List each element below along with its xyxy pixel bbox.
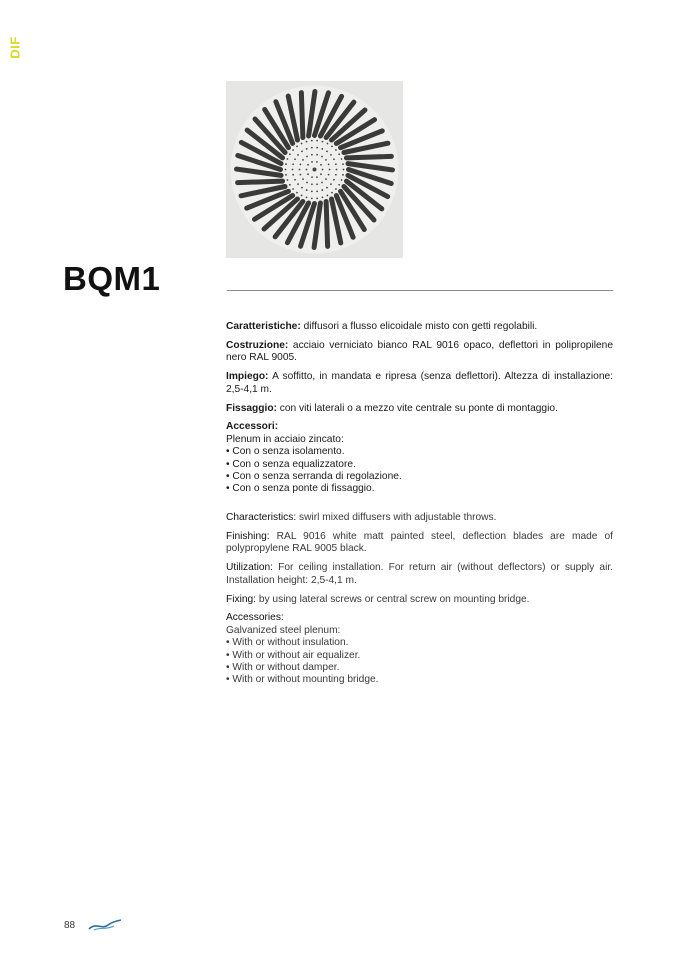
perforation-dot bbox=[285, 163, 287, 165]
perforation-dot bbox=[311, 161, 313, 163]
perforation-dot bbox=[327, 195, 329, 197]
list-item: • With or without mounting bridge. bbox=[226, 674, 379, 686]
list-item: • Con o senza serranda di regolazione. bbox=[226, 471, 402, 483]
perforation-dot bbox=[307, 173, 309, 175]
perforation-dot bbox=[285, 169, 287, 171]
perforation-dot bbox=[341, 179, 343, 181]
perforation-dot bbox=[316, 154, 318, 156]
perforation-dot bbox=[335, 174, 337, 176]
en-accessories-intro: Galvanized steel plenum: bbox=[226, 624, 341, 636]
perforation-dot bbox=[311, 147, 313, 149]
perforation-dot bbox=[326, 150, 328, 152]
perforation-dot bbox=[335, 149, 337, 151]
perforation-dot bbox=[333, 179, 335, 181]
perforation-dot bbox=[285, 174, 287, 176]
center-screw bbox=[313, 168, 317, 172]
perforation-dot bbox=[306, 148, 308, 150]
diffuser-product-image bbox=[226, 81, 403, 258]
it-accessories-intro: Plenum in acciaio zincato: bbox=[226, 433, 344, 445]
perforation-dot bbox=[316, 140, 318, 142]
perforation-dot bbox=[306, 156, 308, 158]
perforation-dot bbox=[299, 169, 301, 171]
it-accessories bbox=[226, 421, 613, 495]
perforation-dot bbox=[302, 159, 304, 161]
perforation-dot bbox=[297, 183, 299, 185]
perforation-dot bbox=[292, 174, 294, 176]
perforation-dot bbox=[311, 190, 313, 192]
perforation-dot bbox=[329, 169, 331, 171]
perforation-dot bbox=[336, 169, 338, 171]
perforation-dot bbox=[306, 189, 308, 191]
perforation-dot bbox=[328, 163, 330, 165]
it-accessories-label: Accessori: bbox=[226, 421, 279, 433]
title-divider bbox=[227, 290, 613, 291]
perforation-dot bbox=[311, 176, 313, 178]
en-fixing: Fixing: by using lateral screws or central screw on mounting bridge. bbox=[226, 593, 530, 605]
perforation-dot bbox=[330, 154, 332, 156]
perforation-dot bbox=[316, 147, 318, 149]
perforation-dot bbox=[338, 184, 340, 186]
perforation-dot bbox=[311, 183, 313, 185]
perforation-dot bbox=[331, 192, 333, 194]
list-item: • Con o senza ponte di fissaggio. bbox=[226, 483, 375, 495]
product-title: BQM1 bbox=[63, 260, 161, 297]
perforation-dot bbox=[321, 182, 323, 184]
perforation-dot bbox=[326, 187, 328, 189]
section-tab-label: DIF bbox=[7, 35, 23, 59]
perforation-dot bbox=[316, 197, 318, 199]
perforation-dot bbox=[325, 178, 327, 180]
list-item: • With or without damper. bbox=[226, 662, 340, 674]
section-tab bbox=[6, 32, 24, 62]
perforation-dot bbox=[316, 176, 318, 178]
perforation-dot bbox=[327, 143, 329, 145]
perforation-dot bbox=[296, 145, 298, 147]
perforation-dot bbox=[328, 174, 330, 176]
list-item: • With or without insulation. bbox=[226, 637, 349, 649]
perforation-dot bbox=[316, 190, 318, 192]
english-description bbox=[226, 512, 613, 687]
perforation-dot bbox=[289, 184, 291, 186]
it-use: Impiego: A soffitto, in mandata e ripresa (senza deflettori). Altezza di installazione: 2,5-4,1 m. bbox=[226, 371, 613, 395]
perforation-dot bbox=[335, 163, 337, 165]
diffuser-blade bbox=[301, 93, 302, 138]
perforation-dot bbox=[316, 183, 318, 185]
perforation-dot bbox=[342, 163, 344, 165]
perforation-dot bbox=[292, 149, 294, 151]
perforation-dot bbox=[330, 183, 332, 185]
perforation-dot bbox=[341, 158, 343, 160]
perforation-dot bbox=[301, 143, 303, 145]
perforation-dot bbox=[322, 141, 324, 143]
list-item: • With or without air equalizer. bbox=[226, 649, 361, 661]
perforation-dot bbox=[302, 178, 304, 180]
italian-description bbox=[226, 321, 613, 496]
diffuser-blade bbox=[326, 201, 327, 246]
en-utilization: Utilization: For ceiling installation. For return air (without deflectors) or supply air. Installation height: 2,5-4,1 m. bbox=[226, 562, 613, 586]
perforation-dot bbox=[311, 197, 313, 199]
en-accessories-label: Accessories: bbox=[226, 612, 284, 624]
en-characteristics: Characteristics: swirl mixed diffusers with adjustable throws. bbox=[226, 512, 497, 523]
perforation-dot bbox=[322, 169, 324, 171]
brand-logo-icon bbox=[88, 918, 122, 932]
perforation-dot bbox=[294, 179, 296, 181]
perforation-dot bbox=[343, 169, 345, 171]
perforation-dot bbox=[292, 169, 294, 171]
perforation-dot bbox=[296, 192, 298, 194]
en-accessories bbox=[226, 612, 613, 686]
perforation-dot bbox=[306, 196, 308, 198]
en-finishing: Finishing: RAL 9016 white matt painted steel, deflection blades are made of polypropylene RAL 9005 black. bbox=[226, 530, 613, 555]
it-fixing: Fissaggio: con viti laterali o a mezzo vite centrale su ponte di montaggio. bbox=[226, 402, 558, 414]
perforation-dot bbox=[322, 196, 324, 198]
perforation-dot bbox=[306, 169, 308, 171]
diffuser-blade bbox=[238, 181, 283, 182]
perforation-dot bbox=[306, 182, 308, 184]
perforation-dot bbox=[300, 174, 302, 176]
perforation-dot bbox=[301, 150, 303, 152]
perforation-dot bbox=[287, 158, 289, 160]
perforation-dot bbox=[292, 163, 294, 165]
list-item: • Con o senza isolamento. bbox=[226, 446, 345, 458]
perforation-dot bbox=[321, 148, 323, 150]
perforation-dot bbox=[321, 189, 323, 191]
perforation-dot bbox=[301, 195, 303, 197]
perforation-dot bbox=[292, 188, 294, 190]
list-item: • Con o senza equalizzatore. bbox=[226, 458, 356, 470]
perforation-dot bbox=[311, 140, 313, 142]
perforation-dot bbox=[338, 153, 340, 155]
perforation-dot bbox=[325, 159, 327, 161]
it-construction: Costruzione: acciaio verniciato bianco RAL 9016 opaco, deflettori in polipropilene nero RAL 9005. bbox=[226, 339, 613, 364]
perforation-dot bbox=[294, 158, 296, 160]
perforation-dot bbox=[289, 153, 291, 155]
perforation-dot bbox=[333, 158, 335, 160]
it-characteristics: Caratteristiche: diffusori a flusso elicoidale misto con getti regolabili. bbox=[226, 321, 538, 332]
perforation-dot bbox=[306, 141, 308, 143]
perforation-dot bbox=[321, 156, 323, 158]
page-number: 88 bbox=[64, 920, 76, 931]
perforation-dot bbox=[335, 188, 337, 190]
perforation-dot bbox=[287, 179, 289, 181]
perforation-dot bbox=[316, 161, 318, 163]
perforation-dot bbox=[301, 187, 303, 189]
perforation-dot bbox=[331, 145, 333, 147]
perforation-dot bbox=[311, 154, 313, 156]
perforation-dot bbox=[300, 163, 302, 165]
diffuser-blade bbox=[346, 156, 391, 157]
perforation-dot bbox=[342, 174, 344, 176]
perforation-dot bbox=[297, 154, 299, 156]
perforation-dot bbox=[307, 164, 309, 166]
perforation-dot bbox=[320, 173, 322, 175]
perforation-dot bbox=[320, 164, 322, 166]
